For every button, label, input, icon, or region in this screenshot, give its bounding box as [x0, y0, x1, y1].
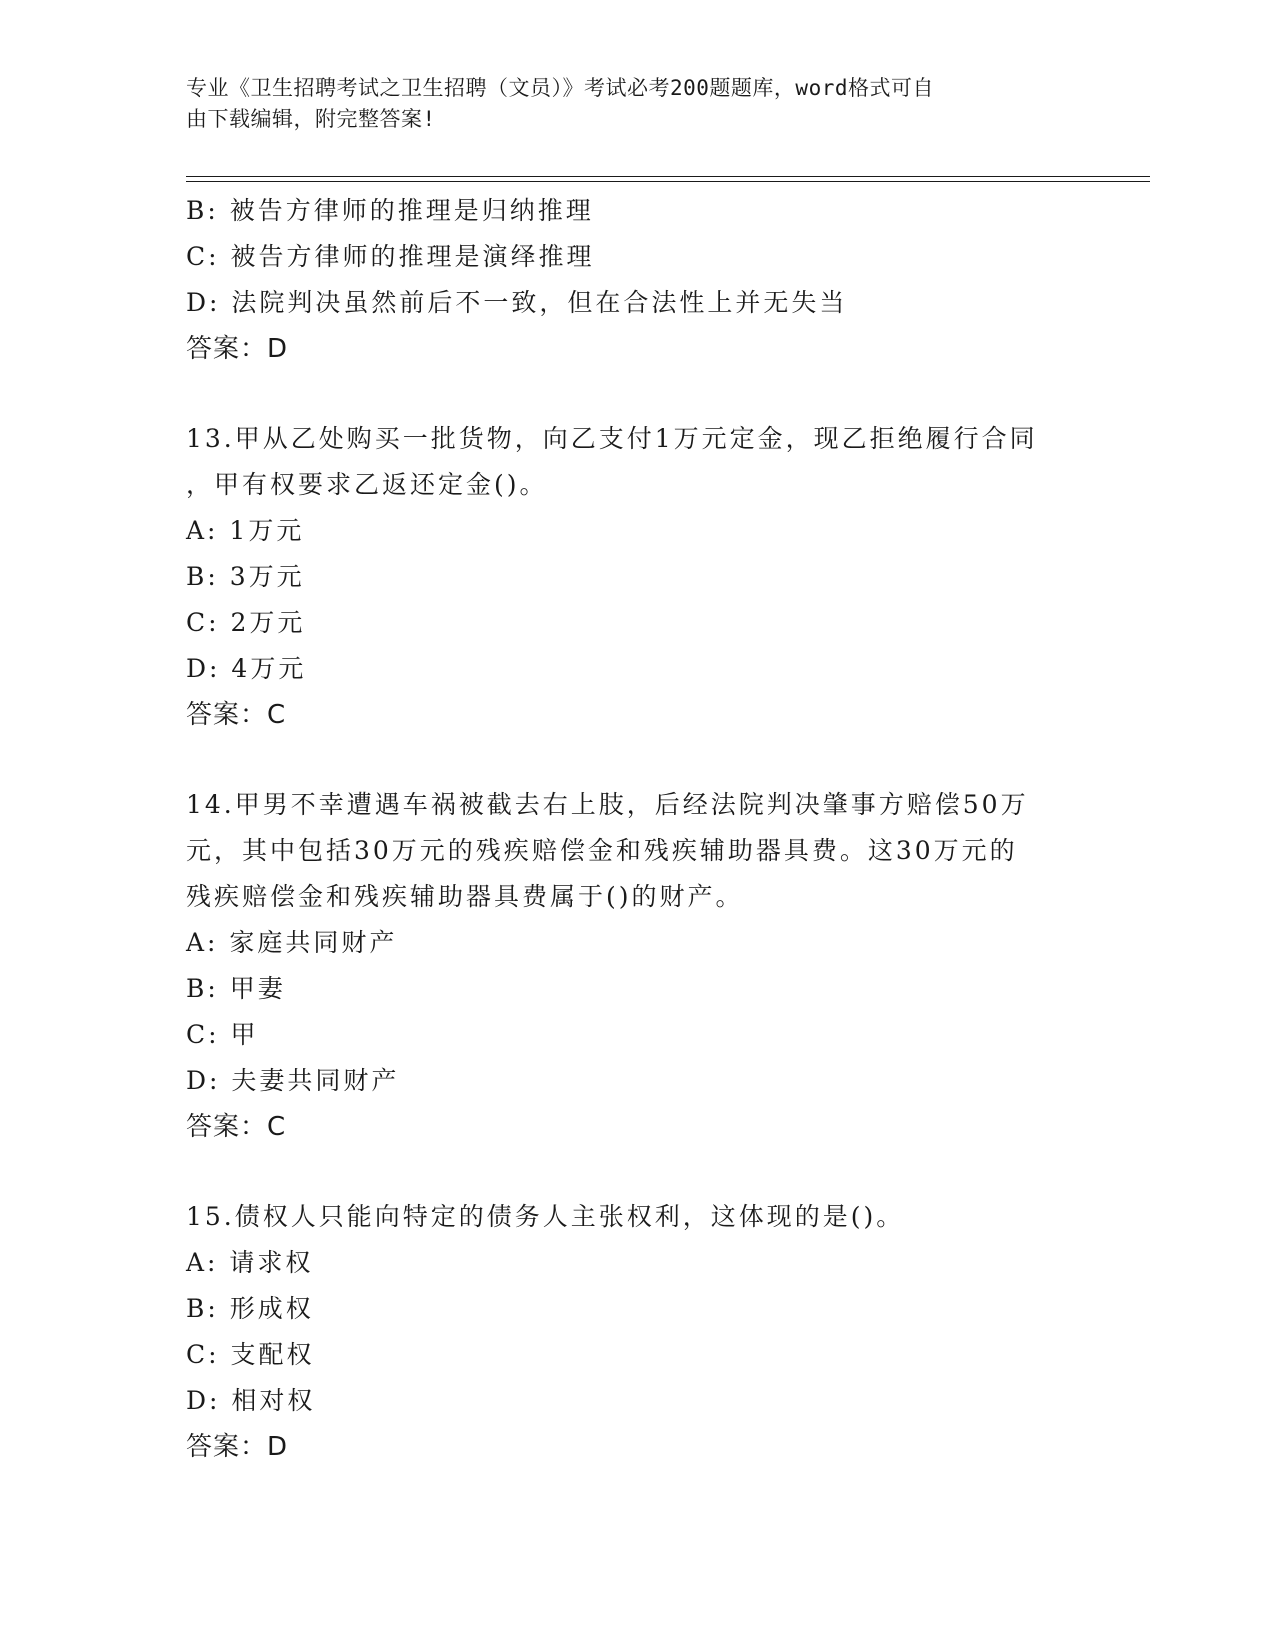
option-b: B: 甲妻	[186, 974, 286, 1003]
option-c: C: 2万元	[186, 608, 306, 637]
question-text-line: 14.甲男不幸遭遇车祸被截去右上肢，后经法院判决肇事方赔偿50万	[186, 790, 1029, 819]
option-d: D: 4万元	[186, 654, 307, 683]
question-15	[186, 1194, 1086, 1470]
document-body	[186, 188, 1086, 1470]
option-a: A: 家庭共同财产	[186, 928, 398, 957]
question-13	[186, 416, 1086, 738]
answer-line: 答案：D	[186, 1432, 289, 1462]
question-text-line: 15.债权人只能向特定的债务人主张权利，这体现的是()。	[186, 1202, 905, 1231]
option-a: A: 1万元	[186, 516, 305, 545]
option-c: C: 被告方律师的推理是演绎推理	[186, 242, 595, 271]
question-12-continuation	[186, 188, 1086, 372]
question-14	[186, 782, 1086, 1150]
option-b: B: 形成权	[186, 1294, 314, 1323]
header-line-1: 专业《卫生招聘考试之卫生招聘（文员）》考试必考200题题库，word格式可自	[186, 76, 934, 100]
header-line-2: 由下载编辑，附完整答案!	[186, 107, 436, 131]
question-text-line: 元，其中包括30万元的残疾赔偿金和残疾辅助器具费。这30万元的	[186, 836, 1018, 865]
answer-line: 答案：C	[186, 700, 287, 730]
question-text-line: ，甲有权要求乙返还定金()。	[186, 470, 548, 499]
header-divider-bottom	[186, 181, 1150, 182]
question-text-line: 13.甲从乙处购买一批货物，向乙支付1万元定金，现乙拒绝履行合同	[186, 424, 1038, 453]
option-d: D: 相对权	[186, 1386, 316, 1415]
question-text-line: 残疾赔偿金和残疾辅助器具费属于()的财产。	[186, 882, 744, 911]
option-b: B: 3万元	[186, 562, 305, 591]
option-d: D: 夫妻共同财产	[186, 1066, 400, 1095]
option-c: C: 甲	[186, 1020, 259, 1049]
answer-line: 答案：D	[186, 334, 289, 364]
option-d: D: 法院判决虽然前后不一致，但在合法性上并无失当	[186, 288, 848, 317]
option-b: B: 被告方律师的推理是归纳推理	[186, 196, 594, 225]
option-a: A: 请求权	[186, 1248, 314, 1277]
header-divider-top	[186, 176, 1150, 177]
option-c: C: 支配权	[186, 1340, 315, 1369]
document-header	[186, 73, 1066, 135]
answer-line: 答案：C	[186, 1112, 287, 1142]
